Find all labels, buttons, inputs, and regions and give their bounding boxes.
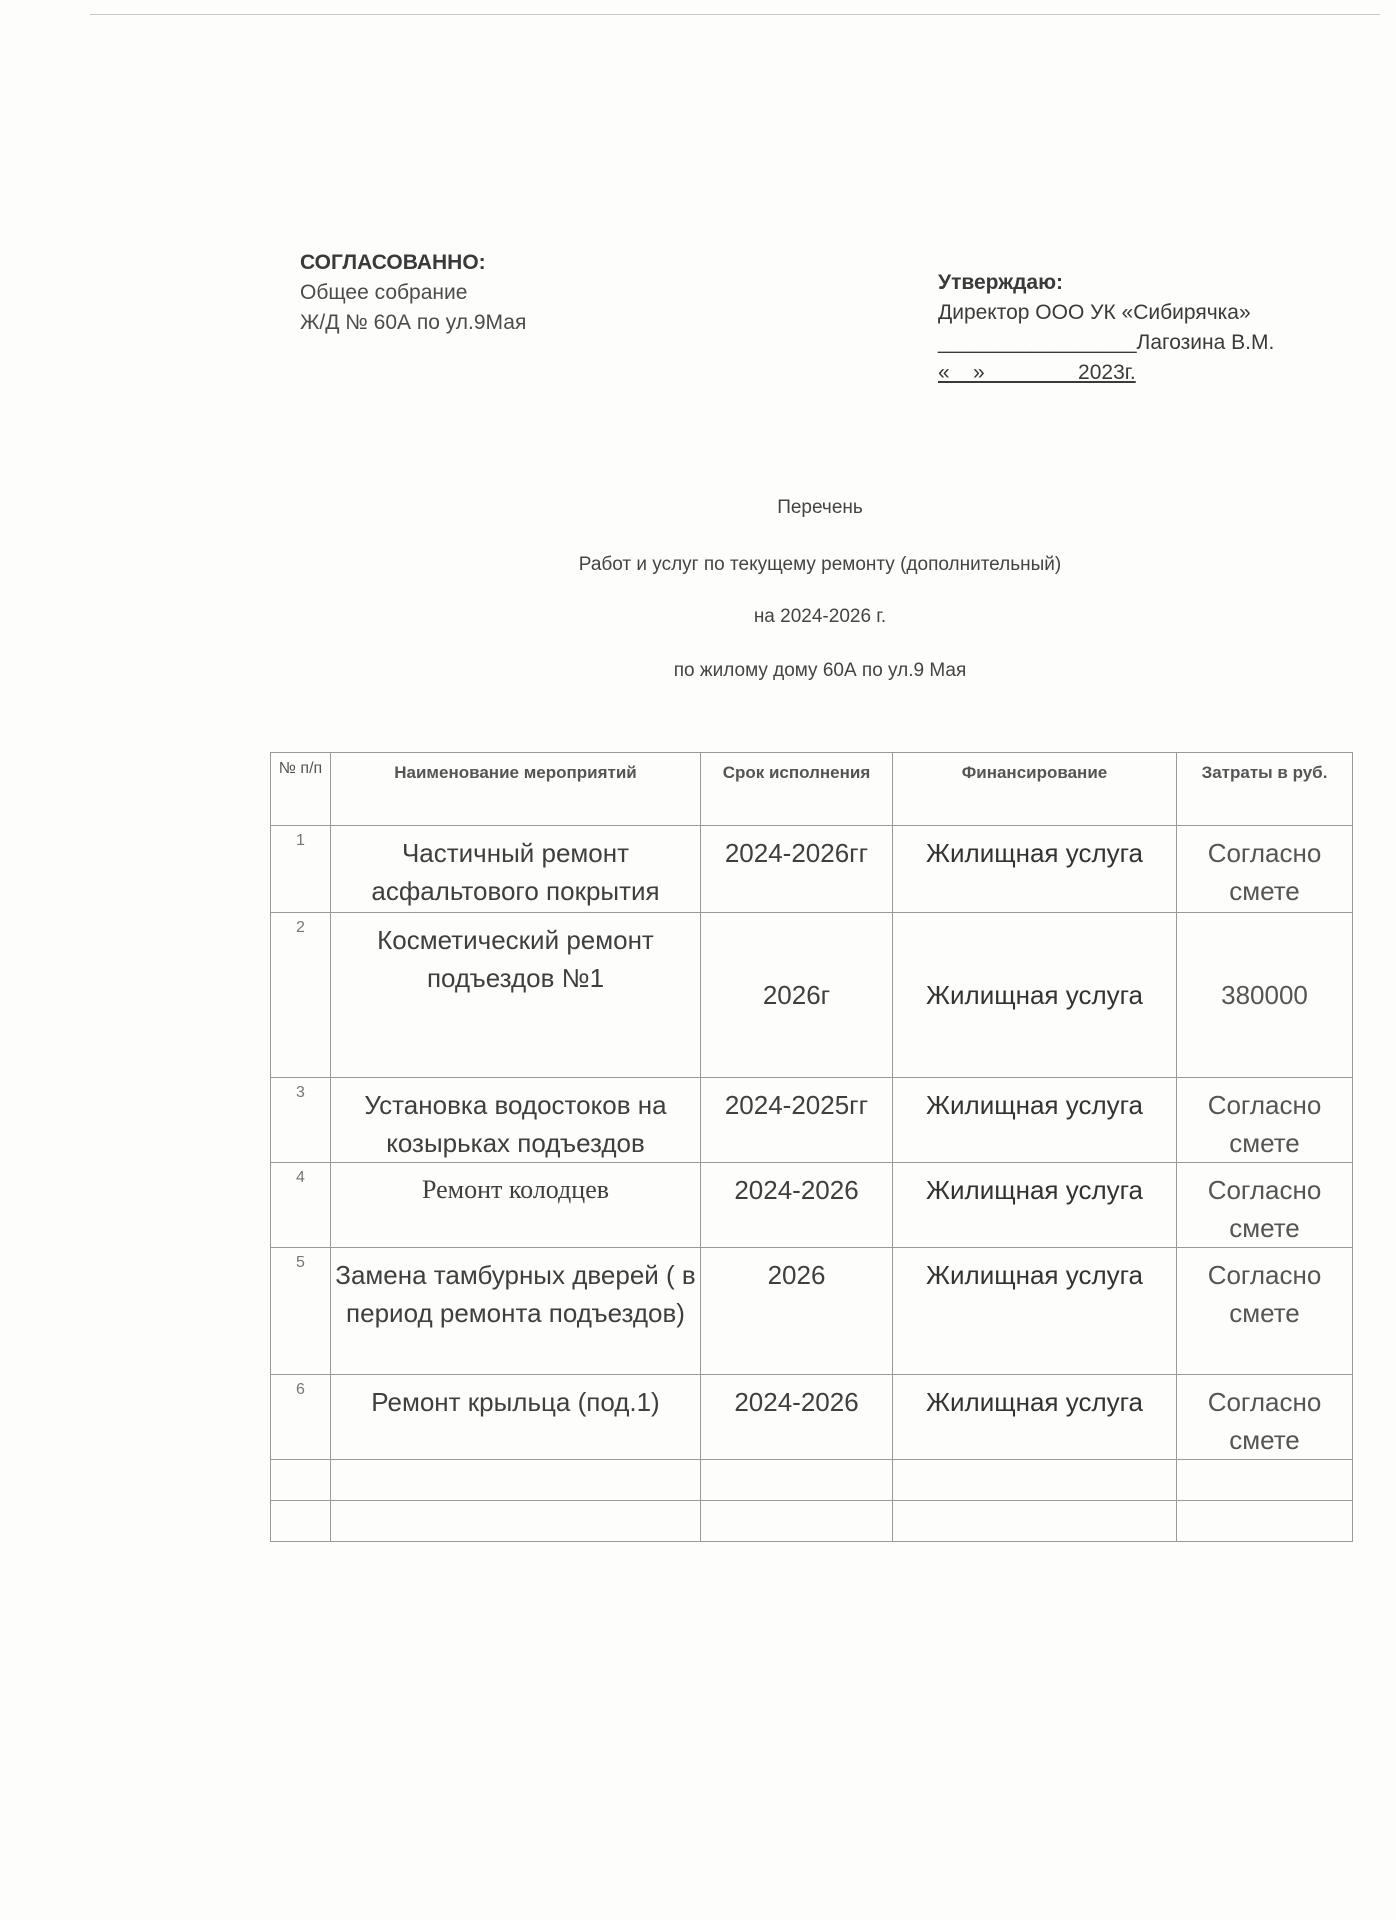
empty-cell	[1177, 1460, 1353, 1501]
empty-cell	[271, 1501, 331, 1542]
table-row	[271, 826, 1353, 913]
empty-cell	[271, 1460, 331, 1501]
table-row	[271, 1248, 1353, 1375]
row-num: 4	[271, 1163, 331, 1248]
row-term: 2024-2026гг	[701, 826, 893, 913]
doc-title: Перечень	[777, 497, 863, 518]
empty-cell	[331, 1501, 701, 1542]
row-cost: Согласно смете	[1177, 1375, 1353, 1460]
works-table	[270, 752, 1353, 1542]
row-fin: Жилищная услуга	[893, 1248, 1177, 1375]
approve-date-line: « » 2023г.	[938, 361, 1136, 384]
empty-cell	[893, 1460, 1177, 1501]
row-name: Косметический ремонт подъездов №1	[331, 913, 701, 1078]
table-row	[271, 1078, 1353, 1163]
row-term: 2024-2026	[701, 1375, 893, 1460]
row-name: Замена тамбурных дверей ( в период ремонта подъездов)	[331, 1248, 701, 1375]
row-fin: Жилищная услуга	[893, 1163, 1177, 1248]
row-name: Ремонт крыльца (под.1)	[331, 1375, 701, 1460]
agreed-block	[300, 248, 526, 338]
table-row-empty	[271, 1460, 1353, 1501]
approve-signature-line: _________________Лагозина В.М.	[938, 331, 1275, 354]
approve-heading: Утверждаю:	[938, 271, 1064, 294]
header-term: Срок исполнения	[701, 753, 893, 826]
doc-address: по жилому дому 60А по ул.9 Мая	[673, 660, 967, 681]
row-num: 3	[271, 1078, 331, 1163]
empty-cell	[701, 1460, 893, 1501]
row-cost: Согласно смете	[1177, 1248, 1353, 1375]
table-row	[271, 1163, 1353, 1248]
row-fin: Жилищная услуга	[893, 826, 1177, 913]
table-row-empty	[271, 1501, 1353, 1542]
row-num: 2	[271, 913, 331, 1078]
row-cost: Согласно смете	[1177, 1163, 1353, 1248]
header-fin: Финансирование	[893, 753, 1177, 826]
row-cost: Согласно смете	[1177, 1078, 1353, 1163]
empty-cell	[701, 1501, 893, 1542]
empty-cell	[331, 1460, 701, 1501]
row-term: 2024-2026	[701, 1163, 893, 1248]
empty-cell	[1177, 1501, 1353, 1542]
agreed-line2: Ж/Д № 60А по ул.9Мая	[300, 311, 527, 334]
header-cost: Затраты в руб.	[1177, 753, 1353, 826]
row-fin: Жилищная услуга	[893, 1375, 1177, 1460]
row-name: Ремонт колодцев	[331, 1163, 701, 1248]
table-header-row	[271, 753, 1353, 826]
row-name: Частичный ремонт асфальтового покрытия	[331, 826, 701, 913]
agreed-line1: Общее собрание	[300, 281, 468, 304]
approve-line1: Директор ООО УК «Сибирячка»	[938, 301, 1251, 324]
table-row	[271, 1375, 1353, 1460]
agreed-heading: СОГЛАСОВАННО:	[300, 251, 486, 274]
header-name: Наименование мероприятий	[331, 753, 701, 826]
row-name: Установка водостоков на козырьках подъездов	[331, 1078, 701, 1163]
table-row	[271, 913, 1353, 1078]
row-term: 2026	[701, 1248, 893, 1375]
doc-subtitle: Работ и услуг по текущему ремонту (дополнительный)	[578, 554, 1062, 575]
doc-period: на 2024-2026 г.	[753, 606, 887, 627]
header-num: № п/п	[271, 753, 331, 826]
approve-block	[938, 268, 1274, 388]
row-term: 2026г	[701, 913, 893, 1078]
scan-edge-line	[90, 14, 1380, 15]
row-num: 5	[271, 1248, 331, 1375]
row-num: 6	[271, 1375, 331, 1460]
row-num: 1	[271, 826, 331, 913]
row-cost: 380000	[1177, 913, 1353, 1078]
row-term: 2024-2025гг	[701, 1078, 893, 1163]
empty-cell	[893, 1501, 1177, 1542]
row-fin: Жилищная услуга	[893, 913, 1177, 1078]
row-fin: Жилищная услуга	[893, 1078, 1177, 1163]
row-cost: Согласно смете	[1177, 826, 1353, 913]
